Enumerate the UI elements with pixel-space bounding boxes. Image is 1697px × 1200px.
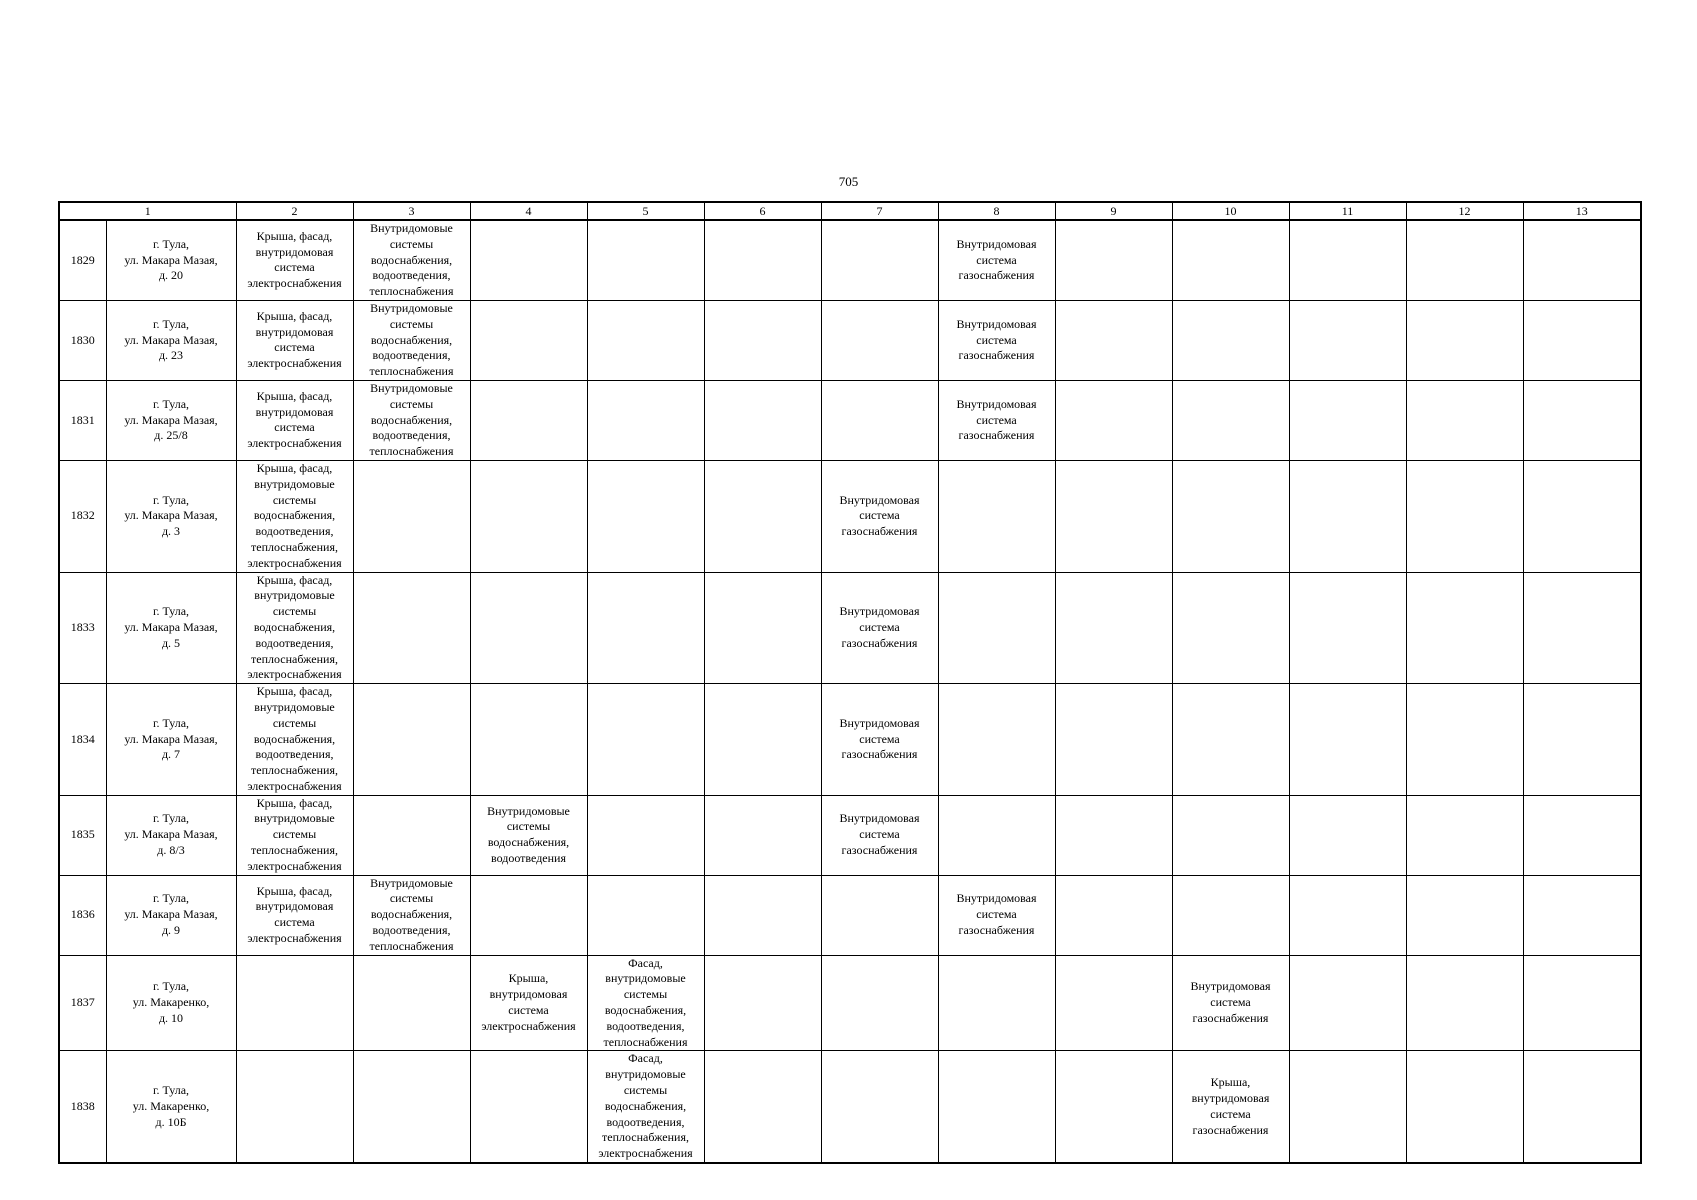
capital-repair-table bbox=[58, 201, 1642, 1164]
work-type-cell bbox=[1172, 380, 1289, 460]
work-type-cell bbox=[1172, 220, 1289, 300]
work-type-cell bbox=[938, 380, 1055, 460]
address-text: г. Тула, ул. Макара Мазая, д. 5 bbox=[124, 604, 218, 650]
work-type-cell bbox=[587, 1051, 704, 1163]
work-type-cell bbox=[470, 795, 587, 875]
row-number-cell: 1838 bbox=[59, 1051, 106, 1163]
header-cell: 3 bbox=[353, 202, 470, 220]
work-type-cell bbox=[1523, 955, 1641, 1051]
address-text: г. Тула, ул. Макара Мазая, д. 8/3 bbox=[124, 811, 218, 858]
row-number-cell: 1837 bbox=[59, 955, 106, 1051]
work-type-cell bbox=[353, 1051, 470, 1163]
work-type-cell bbox=[1172, 1051, 1289, 1163]
work-type-text: Внутридомовая система газоснабжения bbox=[839, 811, 920, 858]
work-type-text: Крыша, внутридомовая система газоснабжения bbox=[1191, 1075, 1270, 1137]
work-type-cell bbox=[938, 220, 1055, 300]
work-type-cell bbox=[587, 300, 704, 380]
header-cell: 9 bbox=[1055, 202, 1172, 220]
work-type-text: Внутридомовая система газоснабжения bbox=[839, 604, 920, 650]
address-text: г. Тула, ул. Макаренко, д. 10 bbox=[132, 979, 210, 1025]
header-cell: 11 bbox=[1289, 202, 1406, 220]
work-type-cell bbox=[938, 460, 1055, 572]
work-type-cell bbox=[704, 300, 821, 380]
page-number: 705 bbox=[838, 174, 859, 189]
work-type-cell bbox=[470, 955, 587, 1051]
address-text: г. Тула, ул. Макара Мазая, д. 20 bbox=[124, 236, 218, 283]
work-type-cell bbox=[1172, 460, 1289, 572]
work-type-cell bbox=[1289, 380, 1406, 460]
address-text: г. Тула, ул. Макара Мазая, д. 25/8 bbox=[124, 396, 218, 443]
work-type-cell bbox=[1172, 795, 1289, 875]
work-type-text: Внутридомовые системы водоснабжения, водоотведения, теплоснабжения bbox=[369, 221, 454, 299]
work-type-cell bbox=[704, 875, 821, 955]
work-type-cell bbox=[821, 380, 938, 460]
work-type-cell bbox=[1523, 572, 1641, 684]
work-type-cell bbox=[938, 300, 1055, 380]
work-type-text: Внутридомовая система газоснабжения bbox=[956, 236, 1037, 283]
table-row bbox=[59, 572, 1641, 684]
row-number-cell: 1830 bbox=[59, 300, 106, 380]
work-type-cell bbox=[821, 684, 938, 796]
work-type-cell bbox=[470, 300, 587, 380]
work-type-cell bbox=[587, 684, 704, 796]
work-type-cell bbox=[1289, 572, 1406, 684]
work-type-cell bbox=[1289, 1051, 1406, 1163]
work-type-cell bbox=[1055, 380, 1172, 460]
work-type-cell bbox=[1523, 460, 1641, 572]
work-type-cell bbox=[821, 300, 938, 380]
work-type-cell bbox=[236, 875, 353, 955]
header-cell: 6 bbox=[704, 202, 821, 220]
table-row bbox=[59, 380, 1641, 460]
work-type-cell bbox=[938, 955, 1055, 1051]
address-text: г. Тула, ул. Макара Мазая, д. 23 bbox=[124, 316, 218, 363]
work-type-cell bbox=[470, 380, 587, 460]
row-number-cell: 1833 bbox=[59, 572, 106, 684]
table-row bbox=[59, 955, 1641, 1051]
work-type-cell bbox=[1055, 220, 1172, 300]
work-type-text: Крыша, внутридомовая система электроснабжения bbox=[481, 971, 576, 1033]
work-type-text: Крыша, фасад, внутридомовая система электроснабжения bbox=[247, 308, 342, 371]
work-type-cell bbox=[470, 684, 587, 796]
address-cell bbox=[106, 300, 236, 380]
header-cell: 4 bbox=[470, 202, 587, 220]
work-type-cell bbox=[236, 955, 353, 1051]
work-type-cell bbox=[704, 220, 821, 300]
address-cell bbox=[106, 572, 236, 684]
work-type-cell bbox=[1055, 300, 1172, 380]
work-type-cell bbox=[236, 220, 353, 300]
work-type-cell bbox=[236, 380, 353, 460]
work-type-cell bbox=[1289, 875, 1406, 955]
table-row bbox=[59, 684, 1641, 796]
header-cell: 7 bbox=[821, 202, 938, 220]
work-type-text: Крыша, фасад, внутридомовая система электроснабжения bbox=[247, 883, 342, 945]
work-type-cell bbox=[821, 795, 938, 875]
work-type-cell bbox=[938, 875, 1055, 955]
work-type-cell bbox=[353, 684, 470, 796]
header-cell: 13 bbox=[1523, 202, 1641, 220]
work-type-cell bbox=[236, 460, 353, 572]
work-type-text: Внутридомовая система газоснабжения bbox=[956, 396, 1037, 443]
work-type-cell bbox=[1055, 1051, 1172, 1163]
header-cell: 8 bbox=[938, 202, 1055, 220]
work-type-cell bbox=[470, 220, 587, 300]
table-row bbox=[59, 1051, 1641, 1163]
work-type-cell bbox=[353, 875, 470, 955]
work-type-cell bbox=[353, 220, 470, 300]
work-type-cell bbox=[1289, 220, 1406, 300]
work-type-cell bbox=[1406, 955, 1523, 1051]
work-type-cell bbox=[1523, 380, 1641, 460]
work-type-cell bbox=[1289, 460, 1406, 572]
work-type-cell bbox=[1055, 795, 1172, 875]
table-row bbox=[59, 795, 1641, 875]
header-cell: 1 bbox=[59, 202, 236, 220]
work-type-cell bbox=[1172, 300, 1289, 380]
address-text: г. Тула, ул. Макара Мазая, д. 3 bbox=[124, 492, 218, 539]
work-type-cell bbox=[236, 300, 353, 380]
work-type-cell bbox=[353, 300, 470, 380]
work-type-cell bbox=[236, 795, 353, 875]
work-type-cell bbox=[353, 795, 470, 875]
work-type-cell bbox=[1406, 684, 1523, 796]
row-number-cell: 1834 bbox=[59, 684, 106, 796]
work-type-cell bbox=[821, 875, 938, 955]
header-cell: 2 bbox=[236, 202, 353, 220]
work-type-cell bbox=[587, 220, 704, 300]
row-number-cell: 1829 bbox=[59, 220, 106, 300]
address-cell bbox=[106, 875, 236, 955]
address-cell bbox=[106, 795, 236, 875]
work-type-cell bbox=[1406, 300, 1523, 380]
work-type-cell bbox=[1172, 684, 1289, 796]
work-type-text: Крыша, фасад, внутридомовая система электроснабжения bbox=[247, 228, 342, 291]
header-cell: 5 bbox=[587, 202, 704, 220]
work-type-cell bbox=[1406, 875, 1523, 955]
address-text: г. Тула, ул. Макаренко, д. 10Б bbox=[132, 1083, 210, 1129]
row-number-cell: 1835 bbox=[59, 795, 106, 875]
work-type-text: Крыша, фасад, внутридомовая система электроснабжения bbox=[247, 388, 342, 451]
address-cell bbox=[106, 460, 236, 572]
table-row bbox=[59, 460, 1641, 572]
address-cell bbox=[106, 220, 236, 300]
work-type-cell bbox=[353, 460, 470, 572]
work-type-cell bbox=[704, 380, 821, 460]
work-type-text: Крыша, фасад, внутридомовые системы водоснабжения, водоотведения, теплоснабжения, электроснабжения bbox=[247, 572, 342, 682]
work-type-cell bbox=[236, 1051, 353, 1163]
work-type-cell bbox=[1406, 220, 1523, 300]
work-type-cell bbox=[236, 684, 353, 796]
work-type-cell bbox=[470, 572, 587, 684]
work-type-cell bbox=[1406, 460, 1523, 572]
work-type-cell bbox=[1406, 795, 1523, 875]
work-type-cell bbox=[1406, 380, 1523, 460]
work-type-cell bbox=[704, 460, 821, 572]
row-number-cell: 1831 bbox=[59, 380, 106, 460]
work-type-cell bbox=[704, 955, 821, 1051]
work-type-cell bbox=[1172, 875, 1289, 955]
work-type-cell bbox=[1172, 955, 1289, 1051]
work-type-cell bbox=[470, 460, 587, 572]
work-type-cell bbox=[821, 460, 938, 572]
address-cell bbox=[106, 1051, 236, 1163]
work-type-text: Внутридомовые системы водоснабжения, водоотведения, теплоснабжения bbox=[369, 300, 454, 379]
address-cell bbox=[106, 684, 236, 796]
table-row bbox=[59, 300, 1641, 380]
address-cell bbox=[106, 380, 236, 460]
work-type-cell bbox=[1406, 572, 1523, 684]
work-type-cell bbox=[587, 955, 704, 1051]
work-type-text: Крыша, фасад, внутридомовые системы водоснабжения, водоотведения, теплоснабжения, электроснабжения bbox=[247, 460, 342, 570]
table-header-row bbox=[59, 202, 1641, 220]
work-type-text: Внутридомовые системы водоснабжения, водоотведения, теплоснабжения bbox=[369, 380, 454, 459]
work-type-cell bbox=[704, 572, 821, 684]
work-type-cell bbox=[1523, 684, 1641, 796]
work-type-cell bbox=[1055, 572, 1172, 684]
header-cell: 12 bbox=[1406, 202, 1523, 220]
work-type-cell bbox=[587, 460, 704, 572]
work-type-cell bbox=[1523, 1051, 1641, 1163]
work-type-cell bbox=[1289, 300, 1406, 380]
address-cell bbox=[106, 955, 236, 1051]
work-type-cell bbox=[704, 795, 821, 875]
work-type-cell bbox=[1523, 875, 1641, 955]
work-type-cell bbox=[470, 875, 587, 955]
work-type-text: Внутридомовая система газоснабжения bbox=[956, 891, 1037, 938]
work-type-cell bbox=[1055, 460, 1172, 572]
work-type-cell bbox=[1055, 955, 1172, 1051]
work-type-cell bbox=[1523, 300, 1641, 380]
header-cell: 10 bbox=[1172, 202, 1289, 220]
work-type-text: Фасад, внутридомовые системы водоснабжения, водоотведения, теплоснабжения bbox=[603, 955, 688, 1049]
work-type-cell bbox=[821, 955, 938, 1051]
work-type-cell bbox=[938, 572, 1055, 684]
work-type-text: Внутридомовые системы водоснабжения, водоотведения, теплоснабжения bbox=[369, 875, 454, 953]
work-type-cell bbox=[1289, 795, 1406, 875]
work-type-cell bbox=[704, 1051, 821, 1163]
work-type-cell bbox=[938, 1051, 1055, 1163]
work-type-cell bbox=[704, 684, 821, 796]
table-row bbox=[59, 875, 1641, 955]
work-type-cell bbox=[470, 1051, 587, 1163]
work-type-text: Фасад, внутридомовые системы водоснабжения, водоотведения, теплоснабжения, электроснабжения bbox=[598, 1051, 693, 1161]
address-text: г. Тула, ул. Макара Мазая, д. 7 bbox=[124, 715, 218, 762]
work-type-cell bbox=[587, 875, 704, 955]
work-type-cell bbox=[1406, 1051, 1523, 1163]
work-type-text: Крыша, фасад, внутридомовые системы водоснабжения, водоотведения, теплоснабжения, электроснабжения bbox=[247, 684, 342, 793]
work-type-cell bbox=[587, 795, 704, 875]
work-type-text: Внутридомовая система газоснабжения bbox=[839, 715, 920, 762]
work-type-cell bbox=[1055, 875, 1172, 955]
work-type-text: Внутридомовые системы водоснабжения, водоотведения bbox=[487, 803, 570, 865]
address-text: г. Тула, ул. Макара Мазая, д. 9 bbox=[124, 891, 218, 938]
work-type-cell bbox=[587, 380, 704, 460]
row-number-cell: 1832 bbox=[59, 460, 106, 572]
work-type-cell bbox=[353, 380, 470, 460]
work-type-cell bbox=[821, 572, 938, 684]
work-type-cell bbox=[236, 572, 353, 684]
work-type-cell bbox=[938, 684, 1055, 796]
work-type-cell bbox=[1289, 684, 1406, 796]
work-type-text: Внутридомовая система газоснабжения bbox=[1190, 979, 1271, 1025]
work-type-text: Внутридомовая система газоснабжения bbox=[956, 316, 1037, 363]
work-type-cell bbox=[353, 955, 470, 1051]
work-type-cell bbox=[1289, 955, 1406, 1051]
work-type-cell bbox=[1523, 795, 1641, 875]
row-number-cell: 1836 bbox=[59, 875, 106, 955]
work-type-cell bbox=[587, 572, 704, 684]
work-type-cell bbox=[353, 572, 470, 684]
table-row bbox=[59, 220, 1641, 300]
work-type-cell bbox=[821, 220, 938, 300]
work-type-text: Внутридомовая система газоснабжения bbox=[839, 492, 920, 539]
work-type-cell bbox=[1172, 572, 1289, 684]
work-type-cell bbox=[1523, 220, 1641, 300]
work-type-cell bbox=[821, 1051, 938, 1163]
work-type-cell bbox=[938, 795, 1055, 875]
work-type-text: Крыша, фасад, внутридомовые системы теплоснабжения, электроснабжения bbox=[247, 795, 342, 873]
work-type-cell bbox=[1055, 684, 1172, 796]
